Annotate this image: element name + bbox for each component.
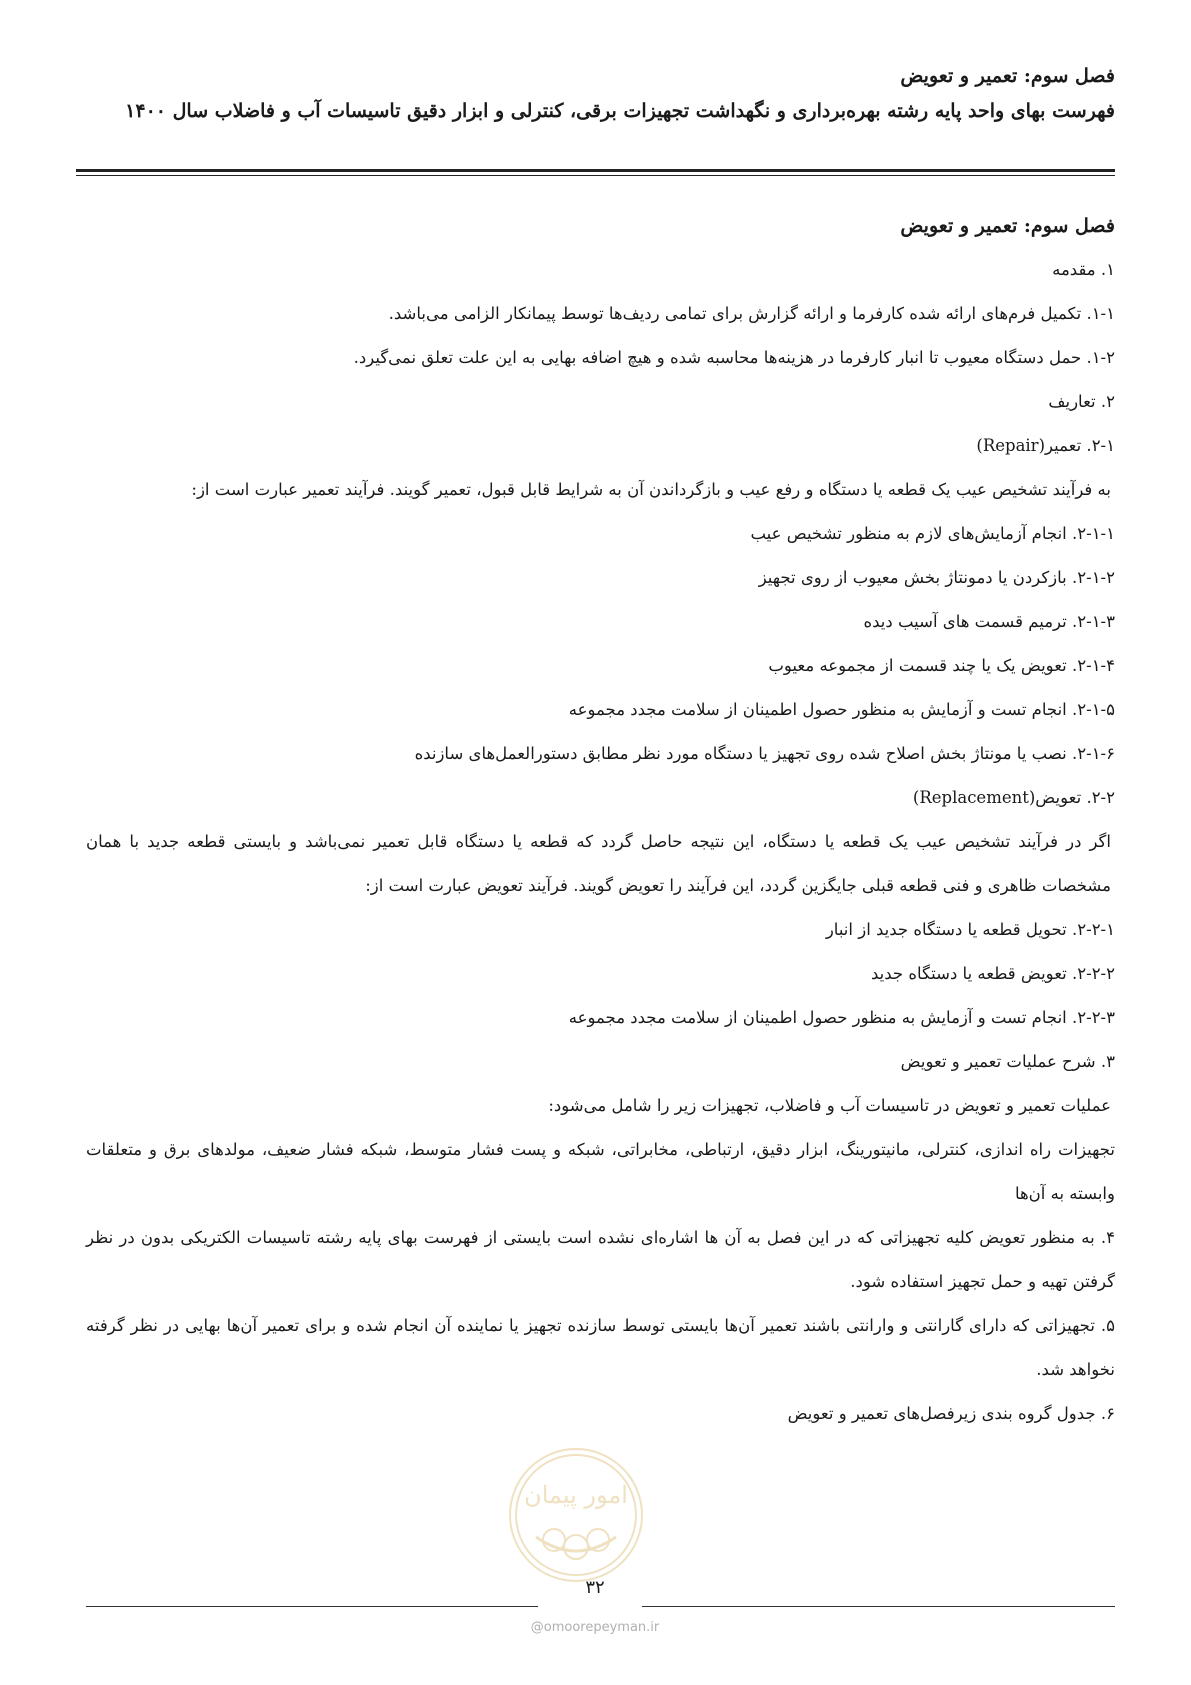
paragraph-replacement-definition: اگر در فرآیند تشخیص عیب یک قطعه یا دستگاه، این نتیجه حاصل گردد که قطعه یا دستگاه قابل تعمیر نمی‌باشد و بایستی قطعه جدید با همان مشخصات ظاهری و فنی قطعه قبلی جایگزین گردد، این فرآیند را تعویض گویند. فرآیند تعویض عبارت است از: — [86, 832, 1111, 895]
heading-operations: ۳. شرح عملیات تعمیر و تعویض — [900, 1052, 1115, 1071]
item-6: ۶. جدول گروه بندی زیرفصل‌های تعمیر و تعویض — [787, 1404, 1115, 1423]
header-rule-thick — [76, 169, 1115, 172]
heading-definitions: ۲. تعاریف — [1048, 392, 1115, 411]
document-body — [86, 204, 1115, 1436]
heading-replacement: ۲-۲. تعویض(Replacement) — [912, 788, 1115, 807]
item-2-1-1: ۲-۱-۱. انجام آزمایش‌های لازم به منظور تشخیص عیب — [750, 524, 1115, 543]
paragraph-equipment-list: تجهیزات راه اندازی، کنترلی، مانیتورینگ، ابزار دقیق، ارتباطی، مخابراتی، شبکه و پست فشار متوسط، شبکه فشار ضعیف، مولدهای برق و متعلقات وابسته به آن‌ها — [86, 1140, 1115, 1203]
watermark-logo-icon — [506, 1445, 646, 1585]
paragraph-operations-intro: عملیات تعمیر و تعویض در تاسیسات آب و فاضلاب، تجهیزات زیر را شامل می‌شود: — [548, 1096, 1111, 1115]
item-2-2-2: ۲-۲-۲. تعویض قطعه یا دستگاه جدید — [871, 964, 1115, 983]
section-title: فصل سوم: تعمیر و تعویض — [900, 215, 1115, 237]
item-1-1: ۱-۱. تکمیل فرم‌های ارائه شده کارفرما و ارائه گزارش برای تمامی ردیف‌ها توسط پیمانکار الزامی می‌باشد. — [388, 304, 1115, 323]
website-watermark: @omoorepeyman.ir — [530, 1620, 660, 1635]
watermark-logo-text: امور پیمان — [524, 1481, 628, 1509]
item-5: ۵. تجهیزاتی که دارای گارانتی و وارانتی باشند تعمیر آن‌ها بایستی توسط سازنده تجهیز یا نماینده آن انجام شده و برای تعمیر آن‌ها بهایی در نظر گرفته نخواهد شد. — [86, 1316, 1115, 1379]
item-2-1-2: ۲-۱-۲. بازکردن یا دمونتاژ بخش معیوب از روی تجهیز — [758, 568, 1115, 587]
item-2-1-5: ۲-۱-۵. انجام تست و آزمایش به منظور حصول اطمینان از سلامت مجدد مجموعه — [568, 700, 1115, 719]
footer-rule-right — [642, 1606, 1115, 1607]
item-1-2: ۱-۲. حمل دستگاه معیوب تا انبار کارفرما در هزینه‌ها محاسبه شده و هیچ اضافه بهایی به این علت تعلق نمی‌گیرد. — [353, 348, 1115, 367]
running-header — [76, 58, 1115, 128]
footer-rule-left — [86, 1606, 538, 1607]
header-rule-thin — [76, 175, 1115, 176]
page-number: ۳۲ — [585, 1577, 605, 1598]
heading-repair: ۲-۱. تعمیر(Repair) — [976, 436, 1115, 455]
paragraph-repair-definition: به فرآیند تشخیص عیب یک قطعه یا دستگاه و رفع عیب و بازگرداندن آن به شرایط قابل قبول، تعمیر گویند. فرآیند تعمیر عبارت است از: — [191, 480, 1111, 499]
header-chapter-title: فصل سوم: تعمیر و تعویض — [900, 65, 1115, 87]
item-2-1-4: ۲-۱-۴. تعویض یک یا چند قسمت از مجموعه معیوب — [768, 656, 1115, 675]
item-2-2-3: ۲-۲-۳. انجام تست و آزمایش به منظور حصول اطمینان از سلامت مجدد مجموعه — [568, 1008, 1115, 1027]
item-4: ۴. به منظور تعویض کلیه تجهیزاتی که در این فصل به آن ها اشاره‌ای نشده است بایستی از فهرست بهای پایه رشته تاسیسات الکتریکی بدون در نظر گرفتن تهیه و حمل تجهیز استفاده شود. — [86, 1228, 1115, 1291]
item-2-1-3: ۲-۱-۳. ترمیم قسمت های آسیب دیده — [863, 612, 1115, 631]
item-2-2-1: ۲-۲-۱. تحویل قطعه یا دستگاه جدید از انبار — [825, 920, 1115, 939]
item-2-1-6: ۲-۱-۶. نصب یا مونتاژ بخش اصلاح شده روی تجهیز یا دستگاه مورد نظر مطابق دستورالعمل‌های سازنده — [414, 744, 1115, 763]
heading-introduction: ۱. مقدمه — [1052, 260, 1115, 279]
header-subtitle: فهرست بهای واحد پایه رشته بهره‌برداری و نگهداشت تجهیزات برقی، کنترلی و ابزار دقیق تاسیسات آب و فاضلاب سال ۱۴۰۰ — [125, 100, 1115, 122]
